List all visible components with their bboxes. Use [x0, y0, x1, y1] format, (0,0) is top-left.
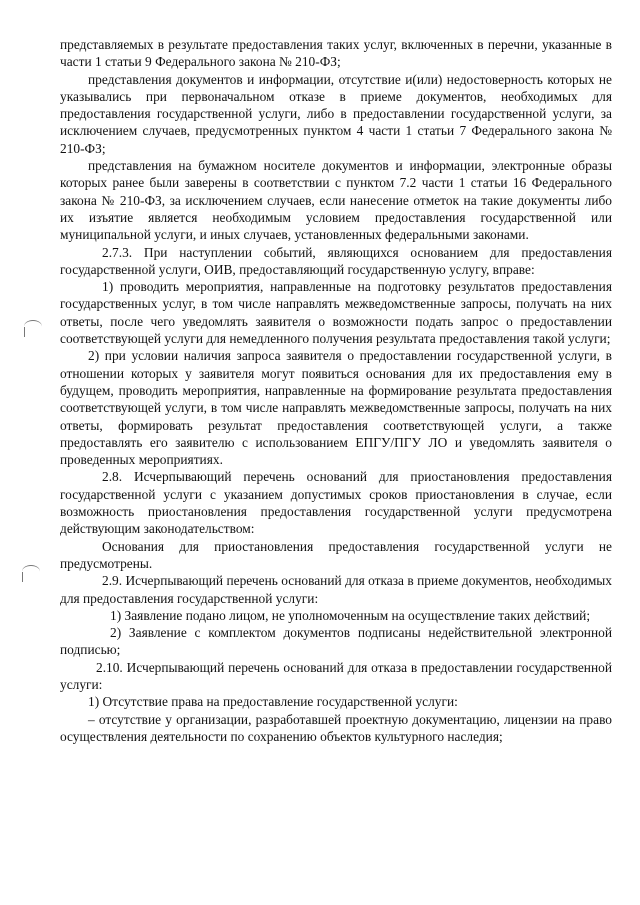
punch-hole-mark [24, 320, 42, 333]
section-2-10: 2.10. Исчерпывающий перечень оснований для отказа в предоставлении государственной услуги: [60, 659, 612, 692]
list-item: 2) Заявление с комплектом документов подписаны недействительной электронной подписью; [60, 625, 612, 658]
paragraph: представляемых в результате предоставления таких услуг, включенных в перечни, указанные в части 1 статьи 9 Федерального закона № 210-ФЗ; [60, 37, 612, 70]
section-2-8: 2.8. Исчерпывающий перечень оснований для приостановления предоставления государственной услуги с указанием допустимых сроков приостановления в случае, если возможность приостановления предоставления государственной услуги предусмотрена действующим законодательством: [60, 469, 612, 537]
list-item: – отсутствие у организации, разработавшей проектную документацию, лицензии на право осуществления деятельности по сохранению объектов культурного наследия; [60, 711, 612, 744]
section-2-9: 2.9. Исчерпывающий перечень оснований для отказа в приеме документов, необходимых для предоставления государственной услуги: [60, 573, 612, 606]
list-item: 2) при условии наличия запроса заявителя о предоставлении государственной услуги, в отношении которых у заявителя могут появиться основания для их предоставления ему в будущем, проводить мероприятия, направленные на формирование результата предоставления соответствующей услуги, в том числе направлять межведомственные запросы, получать на них ответы, формировать результат предоставления соответствующей услуги, а также предоставлять его заявителю с использованием ЕПГУ/ПГУ ЛО и уведомлять заявителя о проведенных мероприятиях. [60, 348, 612, 468]
document-body [60, 36, 612, 745]
paragraph: представления документов и информации, отсутствие и(или) недостоверность которых не указывались при первоначальном отказе в приеме документов, необходимых для предоставления государственной услуги, либо в предоставлении государственной услуги, за исключением случаев, предусмотренных пунктом 4 части 1 статьи 7 Федерального закона № 210-ФЗ; [60, 71, 612, 156]
list-item: 1) Заявление подано лицом, не уполномоченным на осуществление таких действий; [110, 607, 591, 623]
list-item: 1) проводить мероприятия, направленные на подготовку результатов предоставления государственных услуг, в том числе направлять межведомственные запросы, получать на них ответы, после чего уведомлять заявителя о возможности подать запрос о предоставлении соответствующей услуги для немедленного получения результата предоставления такой услуги; [60, 279, 612, 347]
list-item: 1) Отсутствие права на предоставление государственной услуги: [88, 694, 458, 710]
section-2-7-3: 2.7.3. При наступлении событий, являющихся основанием для предоставления государственной услуги, ОИВ, предоставляющий государственную услугу, вправе: [60, 244, 612, 277]
punch-hole-mark [22, 565, 40, 578]
paragraph: Основания для приостановления предоставления государственной услуги не предусмотрены. [60, 538, 612, 571]
paragraph: представления на бумажном носителе документов и информации, электронные образы которых ранее были заверены в соответствии с пунктом 7.2 части 1 статьи 16 Федерального закона № 210-ФЗ, за исключением случаев, если нанесение отметок на такие документы либо их изъятие является необходимым условием предоставления государственной или муниципальной услуги, и иных случаев, установленных федеральными законами. [60, 158, 612, 243]
